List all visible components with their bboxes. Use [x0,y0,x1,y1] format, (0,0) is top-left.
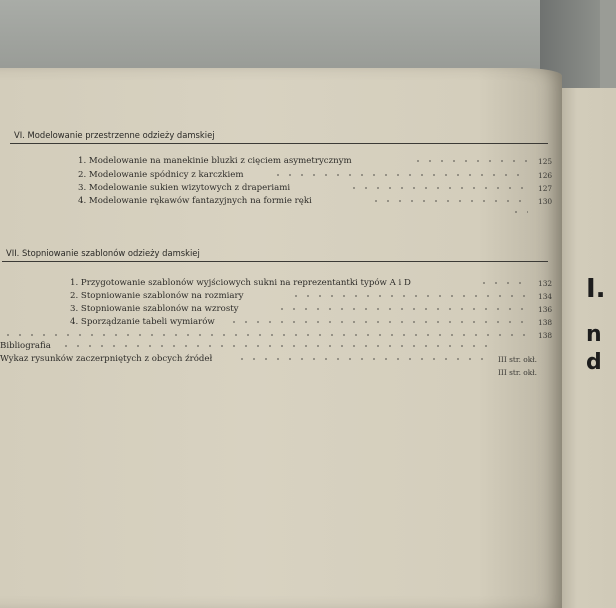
section-heading: VI. Modelowanie przestrzenne odzieży damskiej [14,130,215,140]
toc-entry-label: 1. Przygotowanie szablonów wyjściowych sukni na reprezentantki typów A i D [70,278,411,288]
toc-entry-page: 130 [538,197,553,206]
toc-entry-label: Wykaz rysunków zaczerpniętych z obcych źródeł [0,354,213,364]
toc-entry-page: 132 [538,279,553,288]
toc-entry-page: 127 [538,184,553,193]
leader-dots [370,197,528,205]
toc-entry-label: 3. Modelowanie sukien wizytowych z draperiami [78,183,291,193]
toc-entry-page: 134 [538,292,553,301]
toc-entry-label: 2. Stopniowanie szablonów na rozmiary [70,291,244,301]
leader-dots [478,279,530,287]
section-rule [10,143,548,144]
toc-entry-label: 3. Stopniowanie szablonów na wzrosty [70,304,239,314]
toc-entry-page: 126 [538,171,553,180]
toc-entry-page: III str. okł. [498,355,537,364]
table-of-contents-page [0,68,562,608]
facing-page [556,88,616,608]
toc-entry-page: 125 [538,157,553,166]
section-rule [2,261,548,262]
toc-entry-label: 2. Modelowanie spódnicy z karczkiem [78,170,244,180]
toc-entry-label: 1. Modelowanie na manekinie bluzki z cięciem asymetrycznym [78,156,352,166]
toc-entry-page: 138 [538,318,553,327]
leader-dots [290,292,530,300]
leader-dots [228,318,530,326]
leader-dots [348,184,528,192]
facing-page-text-fragment: n [586,322,602,347]
leader-dots [272,171,528,179]
toc-entry-label: 4. Modelowanie rękawów fantazyjnych na formie ręki [78,196,312,206]
leader-dots [276,305,530,313]
leader-dots [412,157,528,165]
facing-page-heading-fragment: I. [586,274,606,304]
toc-entry-page: 138 [538,331,553,340]
leader-dots [510,208,528,216]
section-heading: VII. Stopniowanie szablonów odzieży damskiej [6,248,200,258]
leader-dots [60,342,490,350]
facing-page-text-fragment: d [586,350,602,375]
toc-entry-page: III str. okł. [498,368,537,377]
leader-dots [236,355,490,363]
leader-dots [2,331,530,339]
toc-entry-label: Bibliografia [0,341,51,351]
toc-entry-page: 136 [538,305,553,314]
toc-entry-label: 4. Sporządzanie tabeli wymiarów [70,317,215,327]
